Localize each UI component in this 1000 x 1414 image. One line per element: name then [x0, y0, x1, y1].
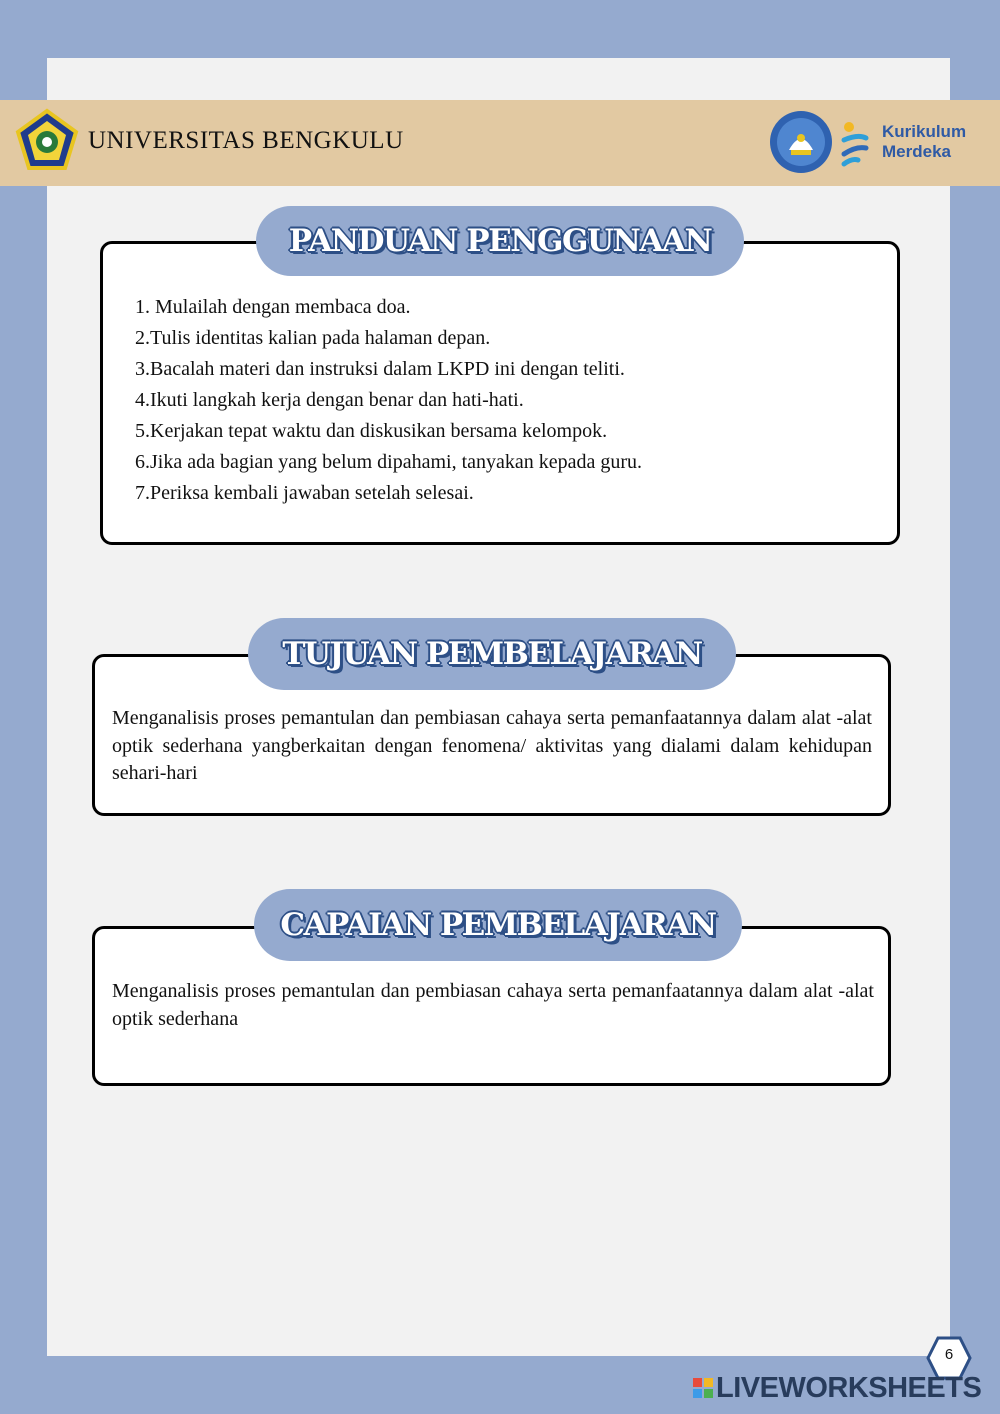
capaian-text: Menganalisis proses pemantulan dan pembiasan cahaya serta pemanfaatannya dalam alat -alat optik sederhana — [112, 980, 874, 1030]
liveworksheets-brand[interactable]: LIVEWORKSHEETS — [716, 1372, 982, 1404]
list-item: 5.Kerjakan tepat waktu dan diskusikan bersama kelompok. — [135, 420, 608, 442]
kurikulum-merdeka-logo-icon — [840, 120, 870, 168]
list-item: 4.Ikuti langkah kerja dengan benar dan hati-hati. — [135, 389, 524, 411]
university-name: UNIVERSITAS BENGKULU — [88, 127, 404, 154]
tut-wuri-handayani-logo-icon — [769, 110, 833, 174]
list-item: 3.Bacalah materi dan instruksi dalam LKPD ini dengan teliti. — [135, 358, 625, 380]
list-item: 1. Mulailah dengan membaca doa. — [135, 296, 411, 318]
tujuan-title: TUJUAN PEMBELAJARAN — [248, 618, 736, 690]
list-item: 6.Jika ada bagian yang belum dipahami, tanyakan kepada guru. — [135, 451, 643, 473]
page-number: 6 — [944, 1346, 954, 1363]
panduan-title: PANDUAN PENGGUNAAN — [256, 206, 744, 276]
university-logo-icon — [14, 108, 80, 174]
liveworksheets-logo-icon — [693, 1378, 713, 1398]
list-item: 7.Periksa kembali jawaban setelah selesai. — [135, 482, 474, 504]
tujuan-text: Menganalisis proses pemantulan dan pembiasan cahaya serta pemanfaatannya dalam alat -alat optik sederhana yangberkaitan dengan fenomena/ aktivitas yang dialami dalam kehidupan sehari-hari — [112, 707, 872, 784]
kurikulum-merdeka-label — [882, 122, 966, 162]
km-line-1: Kurikulum — [882, 122, 967, 141]
km-line-2: Merdeka — [882, 142, 951, 161]
panduan-list — [126, 292, 642, 509]
list-item: 2.Tulis identitas kalian pada halaman depan. — [135, 327, 491, 349]
capaian-title: CAPAIAN PEMBELAJARAN — [254, 889, 742, 961]
